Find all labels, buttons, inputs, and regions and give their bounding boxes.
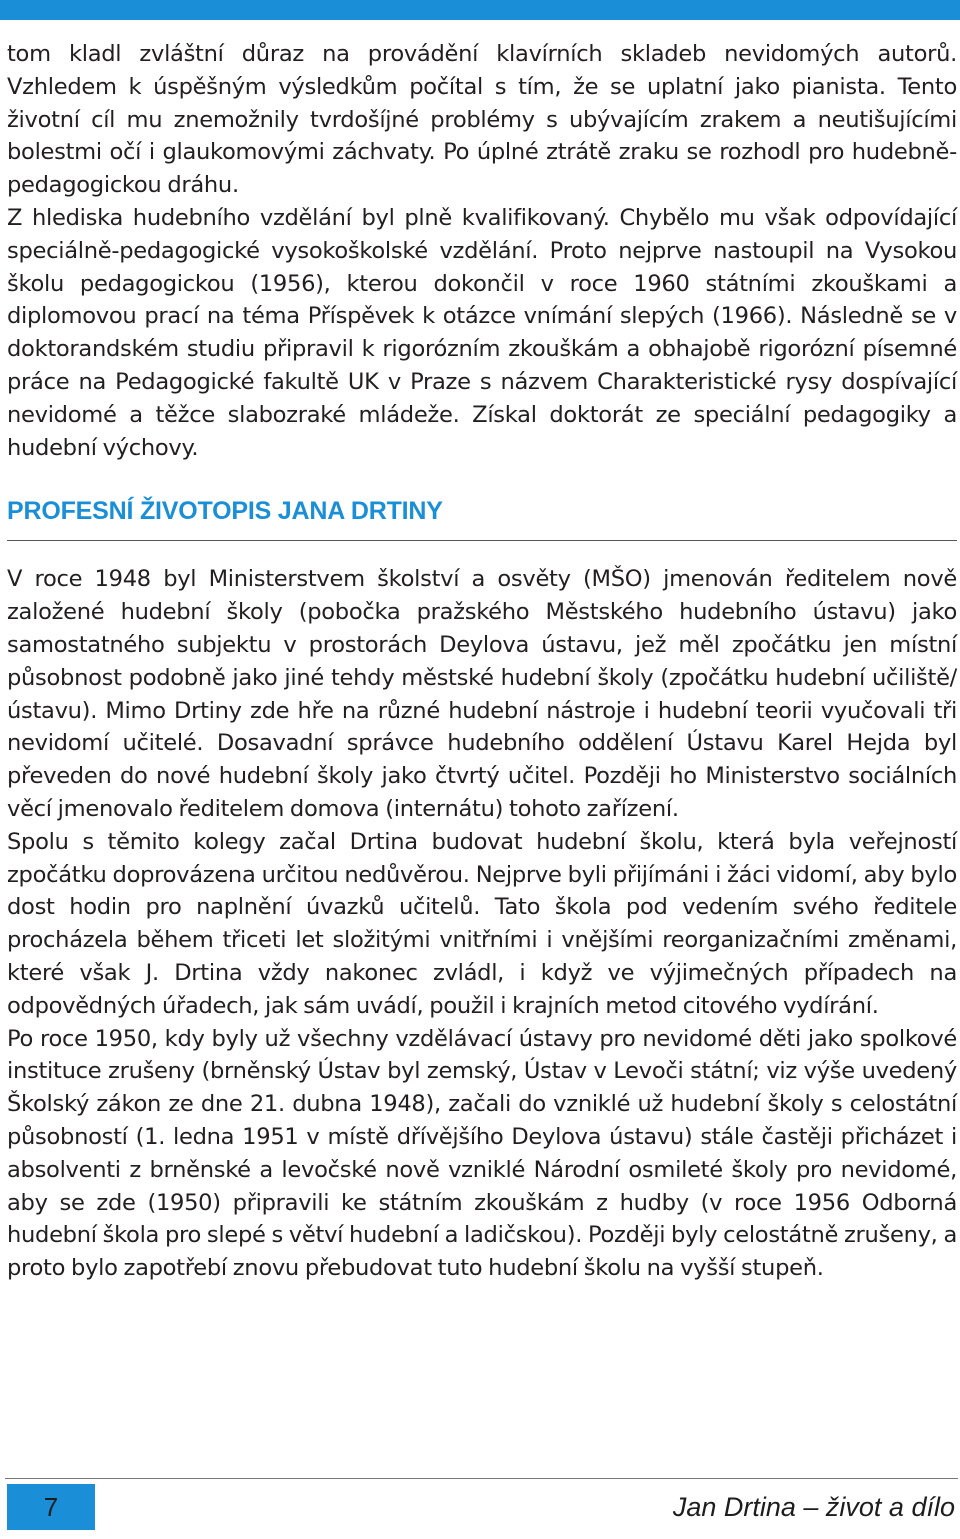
heading-divider [7,540,957,541]
section-paragraph: Po roce 1950, kdy byly už všechny vzdělávací ústavy pro nevidomé děti jako spolkové instituce zrušeny (brněnský Ústav byl zemský, Ústav v Levoči státní; viz výše uvedený Školský zákon ze dne 21. dubna 1948), začali do vzniklé už hudební školy s celostátní působností (1. ledna 1951 v místě dřívějšího Deylova ústavu) stále častěji přicházet i absolventi z brněnské a levočské nově vzniklé Národní osmileté školy pro nevidomé, aby se zde (1950) připravili ke státním zkouškám z hudby (v roce 1956 Odborná hudební škola pro slepé s větví hudební a ladičskou). Později byly celostátně zrušeny, a proto bylo zapotřebí znovu přebudovat tuto hudební školu na vyšší stupeň. [7,1025,957,1282]
page-content [7,38,957,1285]
footer-divider [5,1478,958,1479]
section-body [7,563,957,1285]
page-number: 7 [7,1484,95,1530]
footer-title: Jan Drtina – život a dílo [672,1492,955,1522]
section-paragraph: Spolu s těmito kolegy začal Drtina budovat hudební školu, která byla veřejností zpočátku doprovázena určitou nedůvěrou. Nejprve byli přijímáni i žáci vidomí, aby bylo dost hodin pro naplnění úvazků učitelů. Tato škola pod vedením svého ředitele procházela během třiceti let složitými vnitřními i vnějšími reorganizačními změnami, které však J. Drtina vždy nakonec zvládl, i když ve výjimečných případech na odpovědných úřadech, jak sám uvádí, použil i krajních metod citového vydírání. [7,828,957,1019]
education-paragraph: Z hlediska hudebního vzdělání byl plně kvalifikovaný. Chybělo mu však odpovídající speciálně-pedagogické vysokoškolské vzdělání. Proto nejprve nastoupil na Vysokou školu pedagogickou (1956), kterou dokončil v roce 1960 státními zkouškami a diplomovou prací na téma Příspěvek k otázce vnímání slepých (1966). Následně se v doktorandském studiu připravil k rigorózním zkouškám a obhajobě rigorózní písemné práce na Pedagogické fakultě UK v Praze s názvem Charakteristické rysy dospívající nevidomé a těžce slabozraké mládeže. Získal doktorát ze speciální pedagogiky a hudební výchovy. [7,204,957,461]
section-heading: PROFESNÍ ŽIVOTOPIS JANA DRTINY [7,497,443,526]
intro-paragraph: tom kladl zvláštní důraz na provádění klavírních skladeb nevidomých autorů. Vzhledem k úspěšným výsledkům počítal s tím, že se uplatní jako pianista. Tento životní cíl mu znemožnily tvrdošíjné problémy s ubývajícím zrakem a neutišujícími bolestmi očí i glaukomovými záchvaty. Po úplné ztrátě zraku se rozhodl pro hudebně-pedagogickou dráhu. [7,41,957,199]
top-accent-bar [0,0,960,20]
section-paragraph: V roce 1948 byl Ministerstvem školství a osvěty (MŠO) jmenován ředitelem nově založené hudební školy (pobočka pražského Městského hudebního ústavu) jako samostatného subjektu v prostorách Deylova ústavu, jež měl zpočátku jen místní působnost podobně jako jiné tehdy městské hudební školy (zpočátku hudební učiliště/ústavu). Mimo Drtiny zde hře na různé hudební nástroje i hudební teorii vyučovali tři nevidomí učitelé. Dosavadní správce hudebního oddělení Ústavu Karel Hejda byl převeden do nové hudební školy jako čtvrtý učitel. Později ho Ministerstvo sociálních věcí jmenovalo ředitelem domova (internátu) tohoto zařízení. [7,566,957,822]
